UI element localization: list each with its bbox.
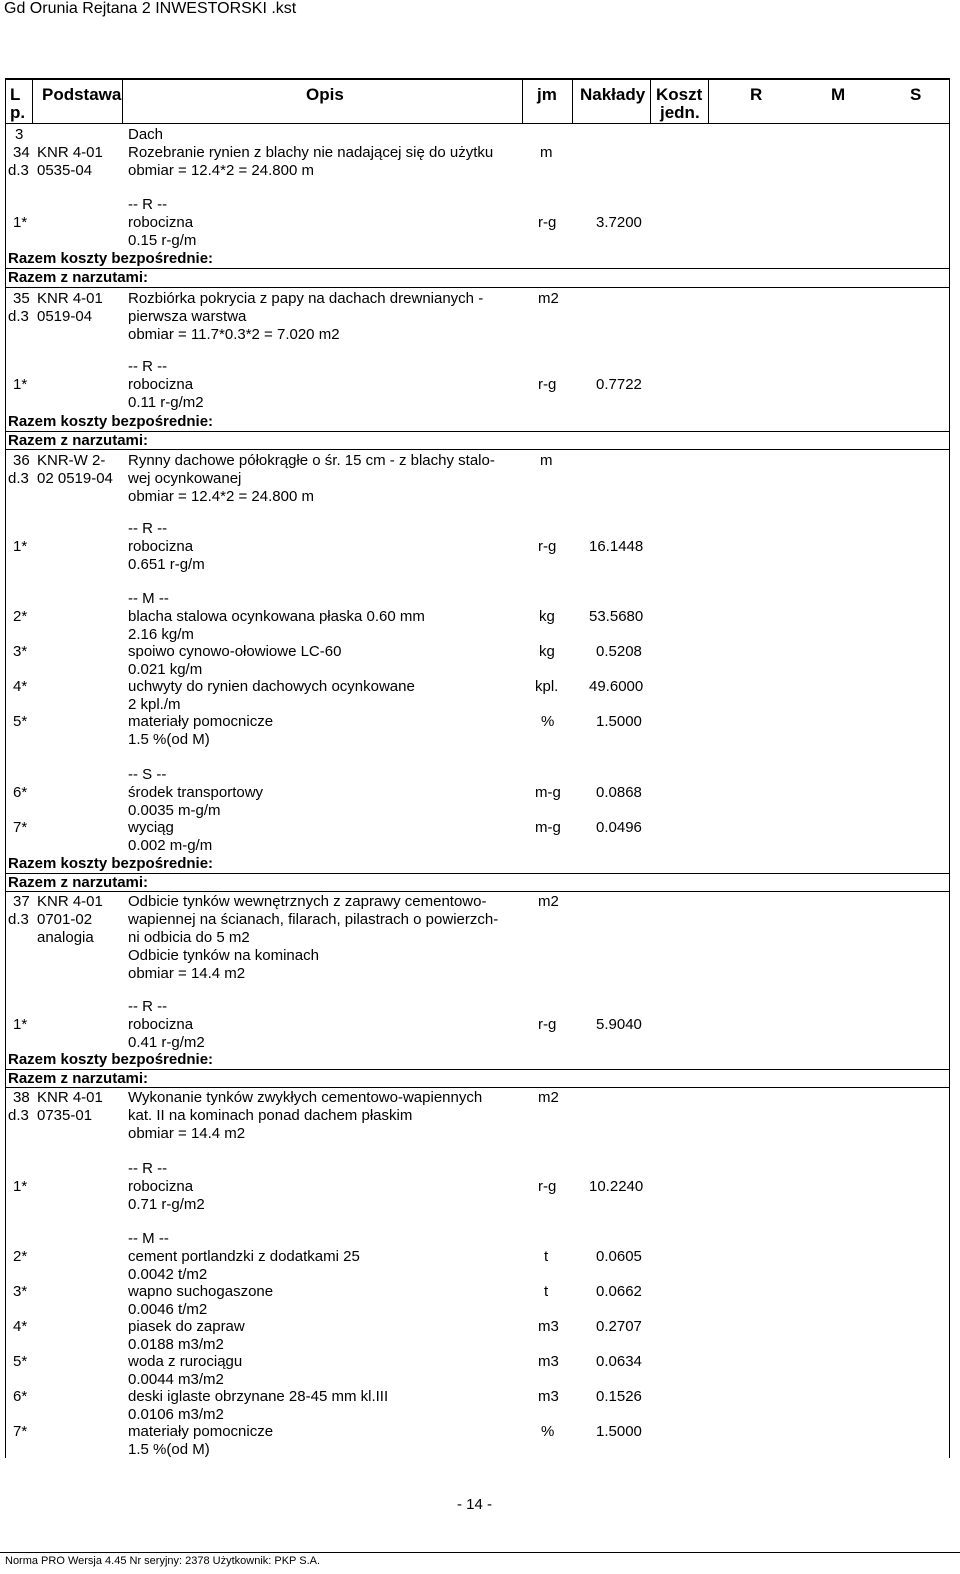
resource-name: materiały pomocnicze [128, 713, 274, 730]
header-r: R [750, 85, 763, 104]
resource-norm: 0.11 r-g/m2 [128, 394, 204, 411]
item-unit: m2 [538, 1089, 559, 1106]
resource-quantity: 5.9040 [596, 1016, 642, 1033]
razem-koszty-bezposrednie: Razem koszty bezpośrednie: [8, 413, 214, 430]
item-measurement: obmiar = 12.4*2 = 24.800 m [128, 162, 314, 179]
header-bottom-border [5, 123, 950, 124]
resource-number: 4* [13, 1318, 28, 1335]
item-basis: KNR 4-01 [37, 290, 103, 307]
item-number: 35 [13, 290, 30, 307]
resource-marker-r: -- R -- [128, 196, 168, 213]
resource-quantity: 0.0634 [596, 1353, 642, 1370]
resource-name: robocizna [128, 538, 194, 555]
resource-number: 3* [13, 643, 28, 660]
resource-unit: kpl. [535, 678, 559, 695]
header-m: M [831, 85, 846, 104]
resource-norm: 0.0035 m-g/m [128, 802, 221, 819]
resource-number: 6* [13, 1388, 28, 1405]
item-number: 34 [13, 144, 30, 161]
item-unit: m2 [538, 893, 559, 910]
divider [5, 1087, 950, 1088]
resource-number: 1* [13, 214, 28, 231]
resource-unit: r-g [538, 538, 557, 555]
resource-quantity: 0.0605 [596, 1248, 642, 1265]
resource-norm: 0.0042 t/m2 [128, 1266, 208, 1283]
section-title: Dach [128, 126, 164, 143]
item-basis: 0535-04 [37, 162, 93, 179]
resource-unit: m3 [538, 1388, 559, 1405]
item-basis: KNR 4-01 [37, 893, 103, 910]
resource-unit: % [541, 1423, 555, 1440]
item-description: Odbicie tynków wewnętrznych z zaprawy cementowo- [128, 893, 487, 910]
header-lp-2: p. [10, 103, 26, 122]
razem-z-narzutami: Razem z narzutami: [8, 874, 149, 891]
item-basis: 0519-04 [37, 308, 93, 325]
item-position: d.3 [8, 162, 29, 179]
resource-unit: t [544, 1283, 549, 1300]
resource-quantity: 1.5000 [596, 1423, 642, 1440]
item-basis: 02 0519-04 [37, 470, 113, 487]
item-number: 37 [13, 893, 30, 910]
resource-norm: 0.0044 m3/m2 [128, 1371, 224, 1388]
razem-z-narzutami: Razem z narzutami: [8, 269, 149, 286]
resource-marker-m: -- M -- [128, 590, 169, 607]
item-description: Rynny dachowe półokrągłe o śr. 15 cm - z blachy stalo- [128, 452, 495, 469]
resource-quantity: 0.1526 [596, 1388, 642, 1405]
resource-name: robocizna [128, 214, 194, 231]
resource-norm: 0.0106 m3/m2 [128, 1406, 224, 1423]
resource-unit: kg [539, 608, 555, 625]
document-title: Gd Orunia Rejtana 2 INWESTORSKI .kst [4, 0, 297, 17]
resource-norm: 2 kpl./m [128, 696, 181, 713]
item-measurement: obmiar = 11.7*0.3*2 = 7.020 m2 [128, 326, 340, 343]
resource-number: 1* [13, 1016, 28, 1033]
footer-divider [0, 1552, 960, 1553]
header-podstawa: Podstawa [42, 85, 122, 104]
item-unit: m [540, 452, 553, 469]
resource-norm: 0.021 kg/m [128, 661, 203, 678]
table-left-border [5, 78, 6, 1458]
resource-unit: m-g [535, 819, 561, 836]
header-s: S [910, 85, 922, 104]
item-basis: KNR 4-01 [37, 144, 103, 161]
resource-number: 3* [13, 1283, 28, 1300]
item-number: 36 [13, 452, 30, 469]
resource-number: 6* [13, 784, 28, 801]
resource-number: 2* [13, 608, 28, 625]
resource-unit: r-g [538, 376, 557, 393]
resource-unit: t [544, 1248, 549, 1265]
resource-marker-m: -- M -- [128, 1230, 169, 1247]
resource-name: środek transportowy [128, 784, 264, 801]
divider [5, 449, 950, 450]
item-position: d.3 [8, 308, 29, 325]
resource-quantity: 1.5000 [596, 713, 642, 730]
item-description: Rozebranie rynien z blachy nie nadającej się do użytku [128, 144, 494, 161]
resource-quantity: 0.5208 [596, 643, 642, 660]
resource-unit: kg [539, 643, 555, 660]
razem-z-narzutami: Razem z narzutami: [8, 432, 149, 449]
razem-koszty-bezposrednie: Razem koszty bezpośrednie: [8, 855, 214, 872]
resource-number: 5* [13, 713, 28, 730]
resource-marker-r: -- R -- [128, 520, 168, 537]
resource-norm: 0.41 r-g/m2 [128, 1034, 205, 1051]
divider [5, 891, 950, 892]
resource-quantity: 49.6000 [589, 678, 644, 695]
item-basis: KNR 4-01 [37, 1089, 103, 1106]
item-position: d.3 [8, 1107, 29, 1124]
resource-name: spoiwo cynowo-ołowiowe LC-60 [128, 643, 342, 660]
col-divider [650, 79, 651, 124]
item-description: Rozbiórka pokrycia z papy na dachach drewnianych - [128, 290, 484, 307]
resource-norm: 0.651 r-g/m [128, 556, 205, 573]
resource-number: 7* [13, 1423, 28, 1440]
resource-norm: 0.0188 m3/m2 [128, 1336, 224, 1353]
header-lp-1: L [10, 85, 21, 104]
resource-name: woda z rurociągu [128, 1353, 243, 1370]
resource-number: 1* [13, 376, 28, 393]
resource-unit: m-g [535, 784, 561, 801]
item-position: d.3 [8, 911, 29, 928]
resource-number: 2* [13, 1248, 28, 1265]
header-koszt: Koszt [656, 85, 703, 104]
resource-quantity: 16.1448 [589, 538, 644, 555]
resource-name: piasek do zapraw [128, 1318, 245, 1335]
resource-unit: m3 [538, 1318, 559, 1335]
resource-marker-r: -- R -- [128, 998, 168, 1015]
resource-norm: 1.5 %(od M) [128, 731, 210, 748]
item-description: Wykonanie tynków zwykłych cementowo-wapiennych [128, 1089, 483, 1106]
resource-number: 1* [13, 1178, 28, 1195]
item-unit: m2 [538, 290, 559, 307]
table-top-border [5, 78, 950, 80]
resource-quantity: 0.2707 [596, 1318, 642, 1335]
resource-unit: r-g [538, 214, 557, 231]
resource-unit: r-g [538, 1016, 557, 1033]
header-naklady: Nakłady [580, 85, 646, 104]
col-divider [32, 79, 33, 124]
item-description: wej ocynkowanej [128, 470, 242, 487]
item-description: ni odbicia do 5 m2 [128, 929, 250, 946]
resource-number: 5* [13, 1353, 28, 1370]
footer-note: Norma PRO Wersja 4.45 Nr seryjny: 2378 Użytkownik: PKP S.A. [5, 1555, 321, 1567]
header-jedn: jedn. [660, 103, 700, 122]
col-divider [708, 79, 709, 124]
item-description: pierwsza warstwa [128, 308, 247, 325]
header-jm: jm [537, 85, 557, 104]
col-divider [522, 79, 523, 124]
resource-name: materiały pomocnicze [128, 1423, 274, 1440]
resource-norm: 0.0046 t/m2 [128, 1301, 208, 1318]
item-unit: m [540, 144, 553, 161]
resource-name: cement portlandzki z dodatkami 25 [128, 1248, 360, 1265]
page-number: - 14 - [457, 1496, 493, 1513]
resource-name: deski iglaste obrzynane 28-45 mm kl.III [128, 1388, 389, 1405]
resource-name: robocizna [128, 376, 194, 393]
resource-name: robocizna [128, 1016, 194, 1033]
resource-norm: 1.5 %(od M) [128, 1441, 210, 1458]
item-basis: analogia [37, 929, 94, 946]
resource-marker-r: -- R -- [128, 358, 168, 375]
item-number: 38 [13, 1089, 30, 1106]
resource-quantity: 3.7200 [596, 214, 642, 231]
resource-unit: r-g [538, 1178, 557, 1195]
divider [5, 287, 950, 288]
resource-name: wyciąg [128, 819, 174, 836]
resource-norm: 0.002 m-g/m [128, 837, 213, 854]
resource-marker-s: -- S -- [128, 766, 167, 783]
resource-quantity: 0.0662 [596, 1283, 642, 1300]
item-measurement: obmiar = 14.4 m2 [128, 965, 246, 982]
razem-koszty-bezposrednie: Razem koszty bezpośrednie: [8, 1051, 214, 1068]
resource-unit: % [541, 713, 555, 730]
resource-quantity: 0.7722 [596, 376, 642, 393]
item-description: kat. II na kominach ponad dachem płaskim [128, 1107, 413, 1124]
item-description: Odbicie tynków na kominach [128, 947, 319, 964]
resource-quantity: 53.5680 [589, 608, 644, 625]
item-description: wapiennej na ścianach, filarach, pilastrach o powierzch- [128, 911, 499, 928]
col-divider [572, 79, 573, 124]
resource-norm: 0.71 r-g/m2 [128, 1196, 205, 1213]
resource-number: 1* [13, 538, 28, 555]
resource-quantity: 0.0868 [596, 784, 642, 801]
resource-name: robocizna [128, 1178, 194, 1195]
table-right-border [949, 78, 950, 1458]
resource-name: uchwyty do rynien dachowych ocynkowane [128, 678, 415, 695]
section-number: 3 [15, 126, 24, 143]
resource-name: wapno suchogaszone [128, 1283, 274, 1300]
item-basis: 0735-01 [37, 1107, 93, 1124]
col-divider [122, 79, 123, 124]
header-opis: Opis [306, 85, 344, 104]
item-basis: KNR-W 2- [37, 452, 106, 469]
resource-norm: 0.15 r-g/m [128, 232, 197, 249]
resource-number: 7* [13, 819, 28, 836]
resource-unit: m3 [538, 1353, 559, 1370]
item-basis: 0701-02 [37, 911, 93, 928]
item-measurement: obmiar = 14.4 m2 [128, 1125, 246, 1142]
item-measurement: obmiar = 12.4*2 = 24.800 m [128, 488, 314, 505]
razem-z-narzutami: Razem z narzutami: [8, 1070, 149, 1087]
resource-number: 4* [13, 678, 28, 695]
resource-name: blacha stalowa ocynkowana płaska 0.60 mm [128, 608, 425, 625]
razem-koszty-bezposrednie: Razem koszty bezpośrednie: [8, 250, 214, 267]
item-position: d.3 [8, 470, 29, 487]
resource-marker-r: -- R -- [128, 1160, 168, 1177]
resource-quantity: 0.0496 [596, 819, 642, 836]
resource-quantity: 10.2240 [589, 1178, 644, 1195]
resource-norm: 2.16 kg/m [128, 626, 194, 643]
